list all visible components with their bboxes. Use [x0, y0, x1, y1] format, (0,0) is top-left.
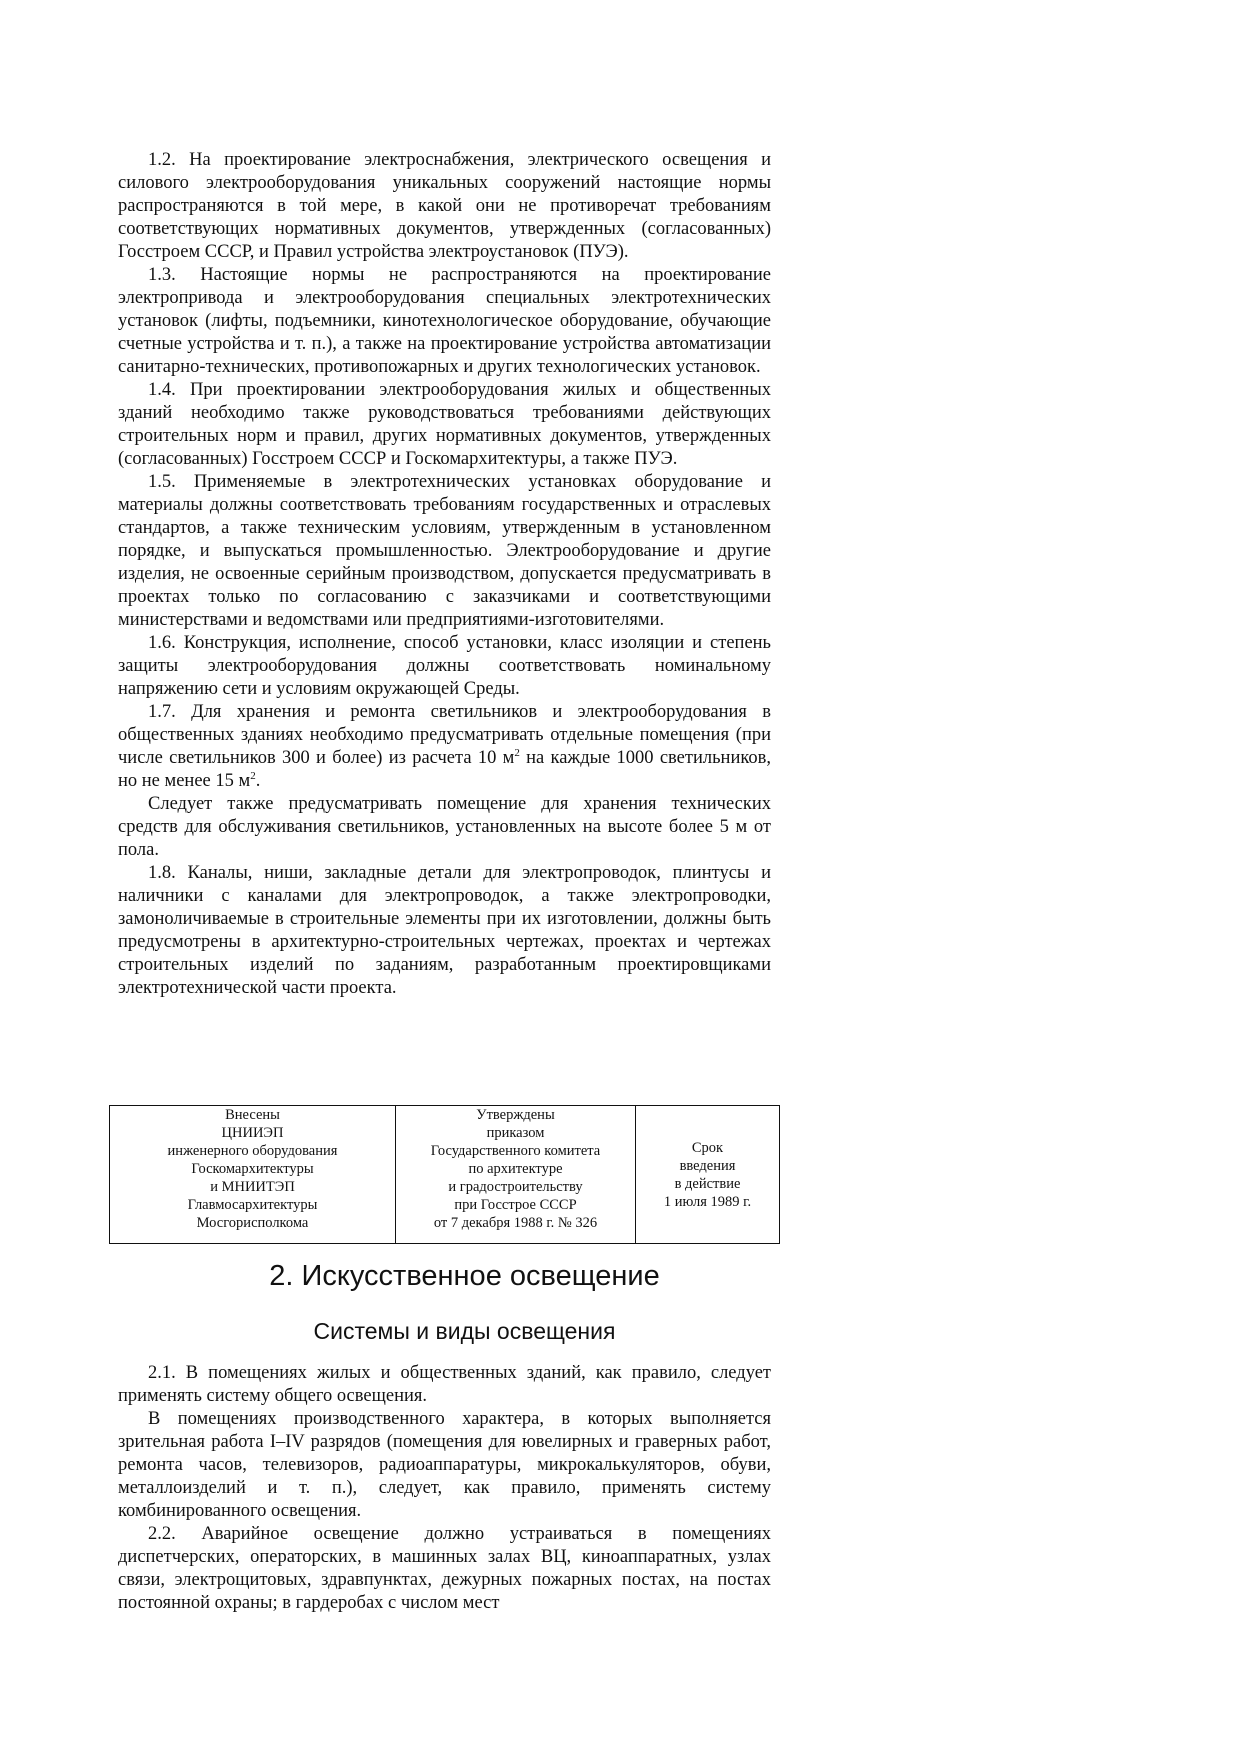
- submitted-line: ЦНИИЭП: [221, 1125, 284, 1141]
- subsection-heading: Системы и виды освещения: [313, 1318, 616, 1344]
- paragraph-1-4: 1.4. При проектировании электрооборудования жилых и общественных зданий необходимо также руководствоваться требованиями действующих строительных норм и правил, других нормативных документов, утвержденных (согласованных) Госстроем СССР и Госкомархитектуры, а также ПУЭ.: [118, 380, 771, 469]
- effective-date-cell: [636, 1106, 780, 1244]
- paragraph-1-5: 1.5. Применяемые в электротехнических установках оборудование и материалы должны соответствовать требованиям государственных и отраслевых стандартов, а также техническим условиям, утвержденным в установленном порядке, и выпускаться промышленностью. Электрооборудование и другие изделия, не освоенные серийным производством, допускается предусматривать в проектах только по согласованию с заказчиками и соответствующими министерствами и ведомствами или предприятиями-изготовителями.: [118, 472, 771, 630]
- approval-table: [109, 1105, 780, 1244]
- effective-line: в действие: [674, 1175, 741, 1192]
- approved-cell: [396, 1106, 636, 1244]
- submitted-line: Госкомархитектуры: [191, 1161, 314, 1177]
- submitted-cell: [110, 1106, 396, 1244]
- effective-line: 1 июля 1989 г.: [663, 1193, 752, 1210]
- paragraph-1-8: 1.8. Каналы, ниши, закладные детали для электропроводок, плинтусы и наличники с каналами для электропроводок, а также электропроводки, замоноличиваемые в строительные элементы при их изготовлении, должны быть предусмотрены в архитектурно-строительных чертежах, проектах и чертежах строительных изделий по заданиям, разработанным проектировщиками электротехнической части проекта.: [118, 863, 771, 998]
- section1-body: [118, 149, 771, 1000]
- section-heading: 2. Искусственное освещение: [269, 1260, 660, 1292]
- effective-line: Срок: [691, 1139, 724, 1156]
- submitted-line: Мосгорисполкома: [196, 1215, 309, 1231]
- approved-line: Государственного комитета: [430, 1143, 601, 1159]
- section2-body: [118, 1362, 771, 1615]
- paragraph-1-3: 1.3. Настоящие нормы не распространяются на проектирование электропривода и электрооборудования специальных электротехнических установок (лифты, подъемники, кинотехнологическое оборудование, обучающие счетные устройства и т. п.), а также на проектирование устройства автоматизации санитарно-технических, противопожарных и других технологических установок.: [118, 265, 771, 377]
- approved-line: приказом: [486, 1125, 545, 1141]
- paragraph-1-7: 1.7. Для хранения и ремонта светильников и электрооборудования в общественных зданиях необходимо предусматривать отдельные помещения (при числе светильников 300 и более) из расчета 10 $м^2$ на каждые 1000 светильников, но не менее 15 $м^2$.: [118, 702, 771, 791]
- paragraph-1-7-note: Следует также предусматривать помещение для хранения технических средств для обслуживания светильников, установленных на высоте более 5 м от пола.: [118, 794, 771, 860]
- paragraph-2-1-note: В помещениях производственного характера, в которых выполняется зрительная работа I–IV разрядов (помещения для ювелирных и граверных работ, ремонта часов, телевизоров, радиоаппаратуры, микрокалькуляторов, обуви, металлоизделий и т. п.), следует, как правило, применять систему комбинированного освещения.: [118, 1409, 771, 1521]
- approved-line: Утверждены: [476, 1107, 555, 1123]
- table-row: [110, 1106, 780, 1244]
- paragraph-2-1: 2.1. В помещениях жилых и общественных зданий, как правило, следует применять систему общего освещения.: [118, 1363, 771, 1406]
- submitted-line: Главмосархитектуры: [187, 1197, 318, 1213]
- approved-line: и градостроительству: [448, 1179, 583, 1195]
- paragraph-1-6: 1.6. Конструкция, исполнение, способ установки, класс изоляции и степень защиты электрооборудования должны соответствовать номинальному напряжению сети и условиям окружающей Среды.: [118, 633, 771, 699]
- paragraph-1-2: 1.2. На проектирование электроснабжения, электрического освещения и силового электрооборудования уникальных сооружений настоящие нормы распространяются в той мере, в какой они не противоречат требованиям соответствующих нормативных документов, утвержденных (согласованных) Госстроем СССР, и Правил устройства электроустановок (ПУЭ).: [118, 150, 771, 262]
- submitted-line: Внесены: [225, 1107, 280, 1123]
- paragraph-2-2: 2.2. Аварийное освещение должно устраиваться в помещениях диспетчерских, операторских, в машинных залах ВЦ, киноаппаратных, узлах связи, электрощитовых, здравпунктах, дежурных пожарных постах, на постах постоянной охраны; в гардеробах с числом мест: [118, 1524, 771, 1613]
- approved-line: при Госстрое СССР: [454, 1197, 577, 1213]
- approved-line: по архитектуре: [468, 1161, 563, 1177]
- effective-line: введения: [679, 1157, 736, 1174]
- submitted-line: и МНИИТЭП: [210, 1179, 295, 1195]
- submitted-line: инженерного оборудования: [167, 1143, 338, 1159]
- approved-line: от 7 декабря 1988 г. № 326: [433, 1215, 598, 1231]
